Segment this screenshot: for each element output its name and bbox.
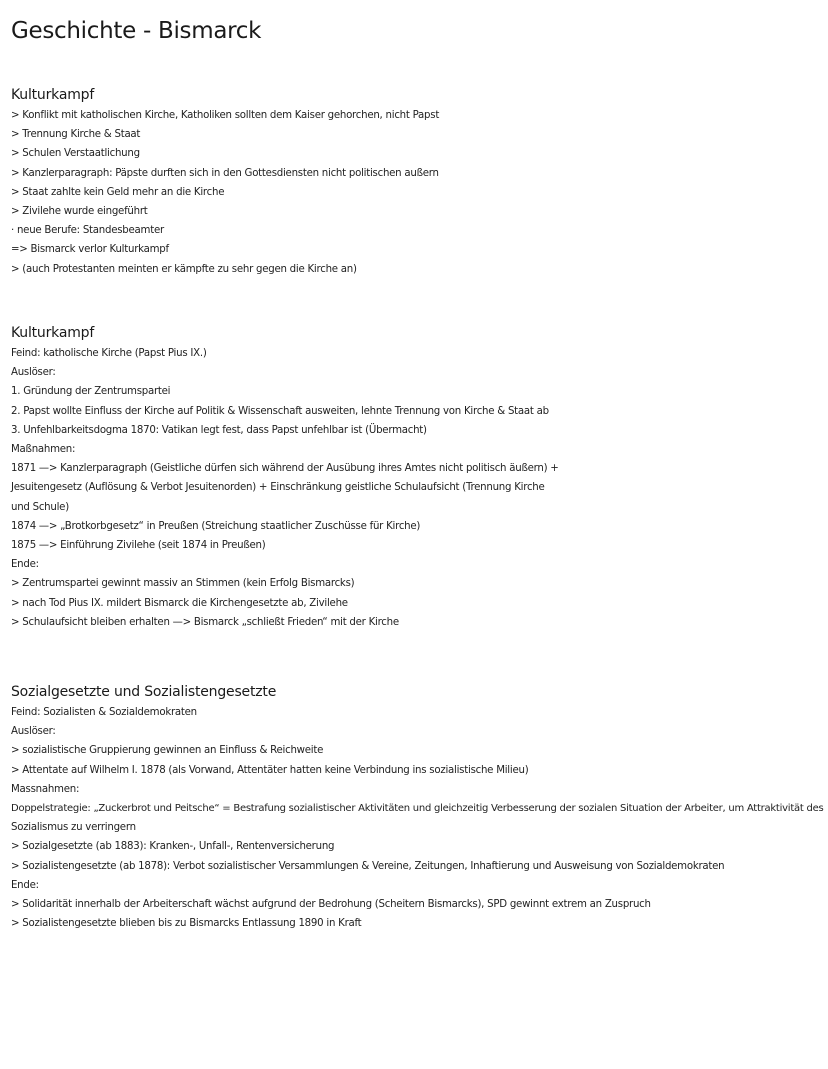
note-line: und Schule) [11, 501, 69, 513]
note-line: Feind: katholische Kirche (Papst Pius IX.) [11, 348, 207, 359]
note-line: > Attentate auf Wilhelm I. 1878 (als Vorwand, Attentäter hatten keine Verbindung ins sozialistische Milieu) [11, 764, 529, 776]
note-line: · neue Berufe: Standesbeamter [11, 225, 164, 237]
note-line: Ende: [11, 879, 39, 891]
note-line: > Sozialgesetzte (ab 1883): Kranken-, Unfall-, Rentenversicherung [11, 841, 335, 853]
note-line: 1871 —> Kanzlerparagraph (Geistliche dürfen sich während der Ausübung ihres Amtes nicht politisch äußern) + [11, 463, 559, 475]
note-line: => Bismarck verlor Kulturkampf [11, 244, 169, 256]
note-line: Doppelstrategie: „Zuckerbrot und Peitsche“ = Bestrafung sozialistischer Aktivitäten und gleichzeitig Verbesserung der sozialen Situation der Arbeiter, um Attraktivität des [11, 803, 824, 815]
note-line: Sozialismus zu verringern [11, 822, 136, 834]
note-line: > Kanzlerparagraph: Päpste durften sich in den Gottesdiensten nicht politischen außern [11, 167, 439, 179]
note-line: > Staat zahlte kein Geld mehr an die Kirche [11, 186, 225, 198]
note-line: Jesuitengesetz (Auflösung & Verbot Jesuitenorden) + Einschränkung geistliche Schulaufsicht (Trennung Kirche [11, 482, 545, 494]
section-heading: Kulturkampf [11, 325, 95, 341]
note-line: > Konflikt mit katholischen Kirche, Katholiken sollten dem Kaiser gehorchen, nicht Papst [11, 110, 440, 121]
note-line: Maßnahmen: [11, 444, 76, 456]
note-line: > Schulaufsicht bleiben erhalten —> Bismarck „schließt Frieden“ mit der Kirche [11, 616, 399, 628]
note-line: 1874 —> „Brotkorbgesetz“ in Preußen (Streichung staatlicher Zuschüsse für Kirche) [11, 520, 421, 532]
note-line: 1875 —> Einführung Zivilehe (seit 1874 in Preußen) [11, 540, 266, 552]
note-line: 1. Gründung der Zentrumspartei [11, 386, 171, 398]
note-line: > Zentrumspartei gewinnt massiv an Stimmen (kein Erfolg Bismarcks) [11, 578, 355, 590]
note-line: > Schulen Verstaatlichung [11, 148, 140, 160]
note-line: > nach Tod Pius IX. mildert Bismarck die Kirchengesetzte ab, Zivilehe [11, 597, 348, 609]
section-sozialgesetze [11, 683, 824, 933]
section-heading: Sozialgesetzte und Sozialistengesetzte [11, 684, 277, 700]
note-line: > Sozialistengesetzte (ab 1878): Verbot sozialistischer Versammlungen & Vereine, Zeitungen, Inhaftierung und Ausweisung von Sozialdemokraten [11, 860, 725, 872]
note-line: 3. Unfehlbarkeitsdogma 1870: Vatikan legt fest, dass Papst unfehlbar ist (Übermacht) [11, 424, 427, 436]
note-line: > (auch Protestanten meinten er kämpfte zu sehr gegen die Kirche an) [11, 263, 357, 275]
section-heading: Kulturkampf [11, 87, 95, 103]
page-title: Geschichte - Bismarck [11, 18, 262, 44]
note-line: > Sozialistengesetzte blieben bis zu Bismarcks Entlassung 1890 in Kraft [11, 918, 362, 930]
note-line: > Trennung Kirche & Staat [11, 129, 141, 141]
note-line: Auslöser: [11, 726, 56, 738]
note-line: Massnahmen: [11, 783, 80, 795]
section-kulturkampf-summary [11, 86, 821, 279]
note-line: Auslöser: [11, 367, 56, 379]
note-line: > Solidarität innerhalb der Arbeiterschaft wächst aufgrund der Bedrohung (Scheitern Bismarcks), SPD gewinnt extrem an Zuspruch [11, 899, 651, 911]
note-line: Feind: Sozialisten & Sozialdemokraten [11, 707, 197, 718]
note-line: 2. Papst wollte Einfluss der Kirche auf Politik & Wissenschaft ausweiten, lehnte Trennung von Kirche & Staat ab [11, 405, 549, 417]
note-line: Ende: [11, 559, 39, 571]
note-line: > Zivilehe wurde eingeführt [11, 206, 148, 218]
note-line: > sozialistische Gruppierung gewinnen an Einfluss & Reichweite [11, 745, 324, 757]
section-kulturkampf-detail [11, 324, 821, 632]
